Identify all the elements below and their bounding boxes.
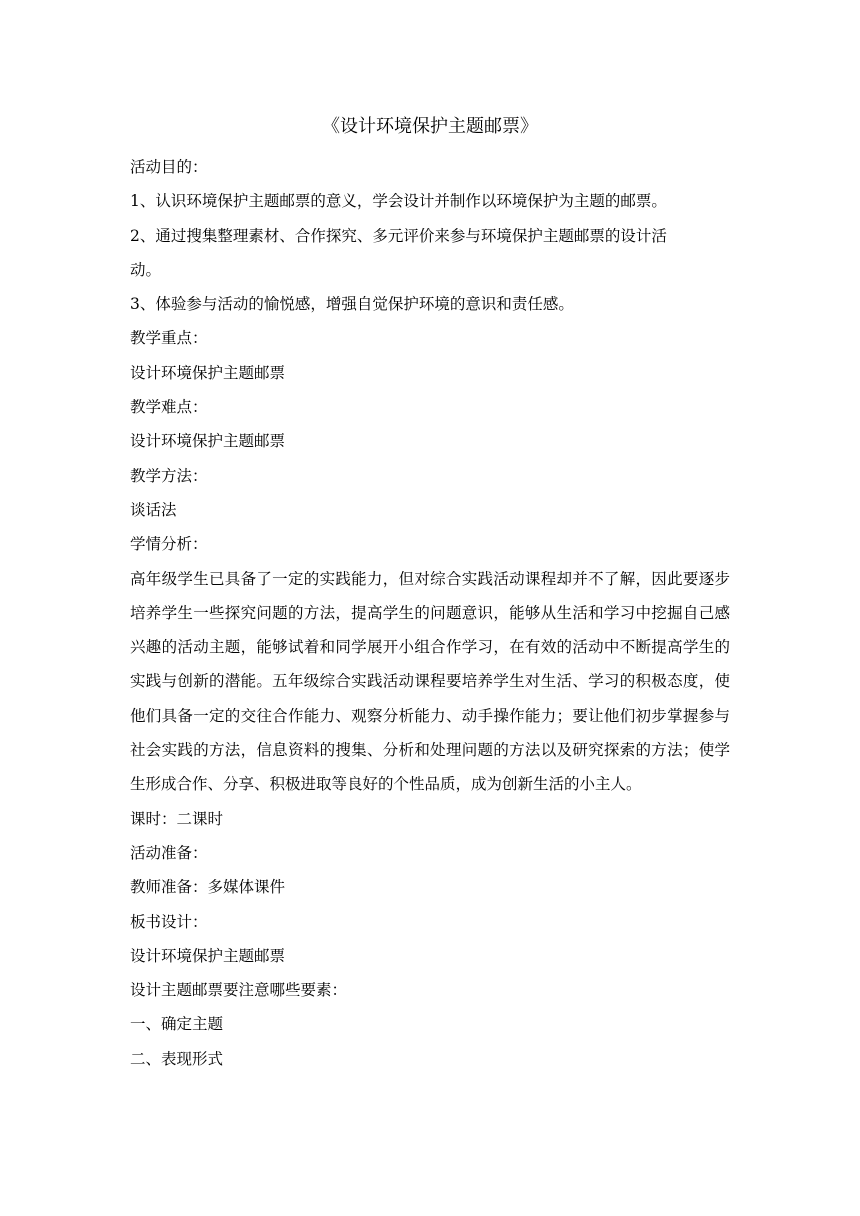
class-hours: 课时：二课时 bbox=[130, 809, 224, 828]
difficulties-text: 设计环境保护主题邮票 bbox=[130, 432, 286, 451]
goal-item-2: 2、通过搜集整理素材、合作探究、多元评价来参与环境保护主题邮票的设计活 bbox=[130, 226, 667, 245]
section-heading-key-points: 教学重点： bbox=[130, 329, 208, 348]
board-design-point-2: 二、表现形式 bbox=[130, 1049, 224, 1068]
goal-item-2-continued: 动。 bbox=[130, 260, 162, 279]
board-design-point-1: 一、确定主题 bbox=[130, 1015, 224, 1034]
board-design-question: 设计主题邮票要注意哪些要素： bbox=[130, 981, 348, 1000]
student-analysis-paragraph: 高年级学生已具备了一定的实践能力，但对综合实践活动课程却并不了解，因此要逐步培养学生一些探究问题的方法，提高学生的问题意识，能够从生活和学习中挖掘自己感兴趣的活动主题，能够试着和同学展开小组合作学习，在有效的活动中不断提高学生的实践与创新的潜能。五年级综合实践活动课程要培养学生对生活、学习的积极态度，使他们具备一定的交往合作能力、观察分析能力、动手操作能力；要让他们初步掌握参与社会实践的方法，信息资料的搜集、分析和处理问题的方法以及研究探索的方法；使学生形成合作、分享、积极进取等良好的个性品质，成为创新生活的小主人。 bbox=[130, 569, 730, 794]
section-heading-methods: 教学方法： bbox=[130, 466, 208, 485]
section-heading-student-analysis: 学情分析： bbox=[130, 535, 208, 554]
section-heading-preparation: 活动准备： bbox=[130, 843, 208, 862]
section-heading-board-design: 板书设计： bbox=[130, 912, 208, 931]
document-title: 《设计环境保护主题邮票》 bbox=[322, 116, 538, 137]
section-heading-difficulties: 教学难点： bbox=[130, 398, 208, 417]
key-points-text: 设计环境保护主题邮票 bbox=[130, 363, 286, 382]
goal-item-1: 1、认识环境保护主题邮票的意义，学会设计并制作以环境保护为主题的邮票。 bbox=[130, 192, 667, 211]
methods-text: 谈话法 bbox=[130, 500, 177, 519]
teacher-preparation: 教师准备：多媒体课件 bbox=[130, 878, 286, 897]
board-design-title: 设计环境保护主题邮票 bbox=[130, 946, 286, 965]
section-heading-activity-goals: 活动目的： bbox=[130, 158, 208, 176]
document-body bbox=[130, 150, 730, 1076]
goal-item-3: 3、体验参与活动的愉悦感，增强自觉保护环境的意识和责任感。 bbox=[130, 295, 574, 314]
